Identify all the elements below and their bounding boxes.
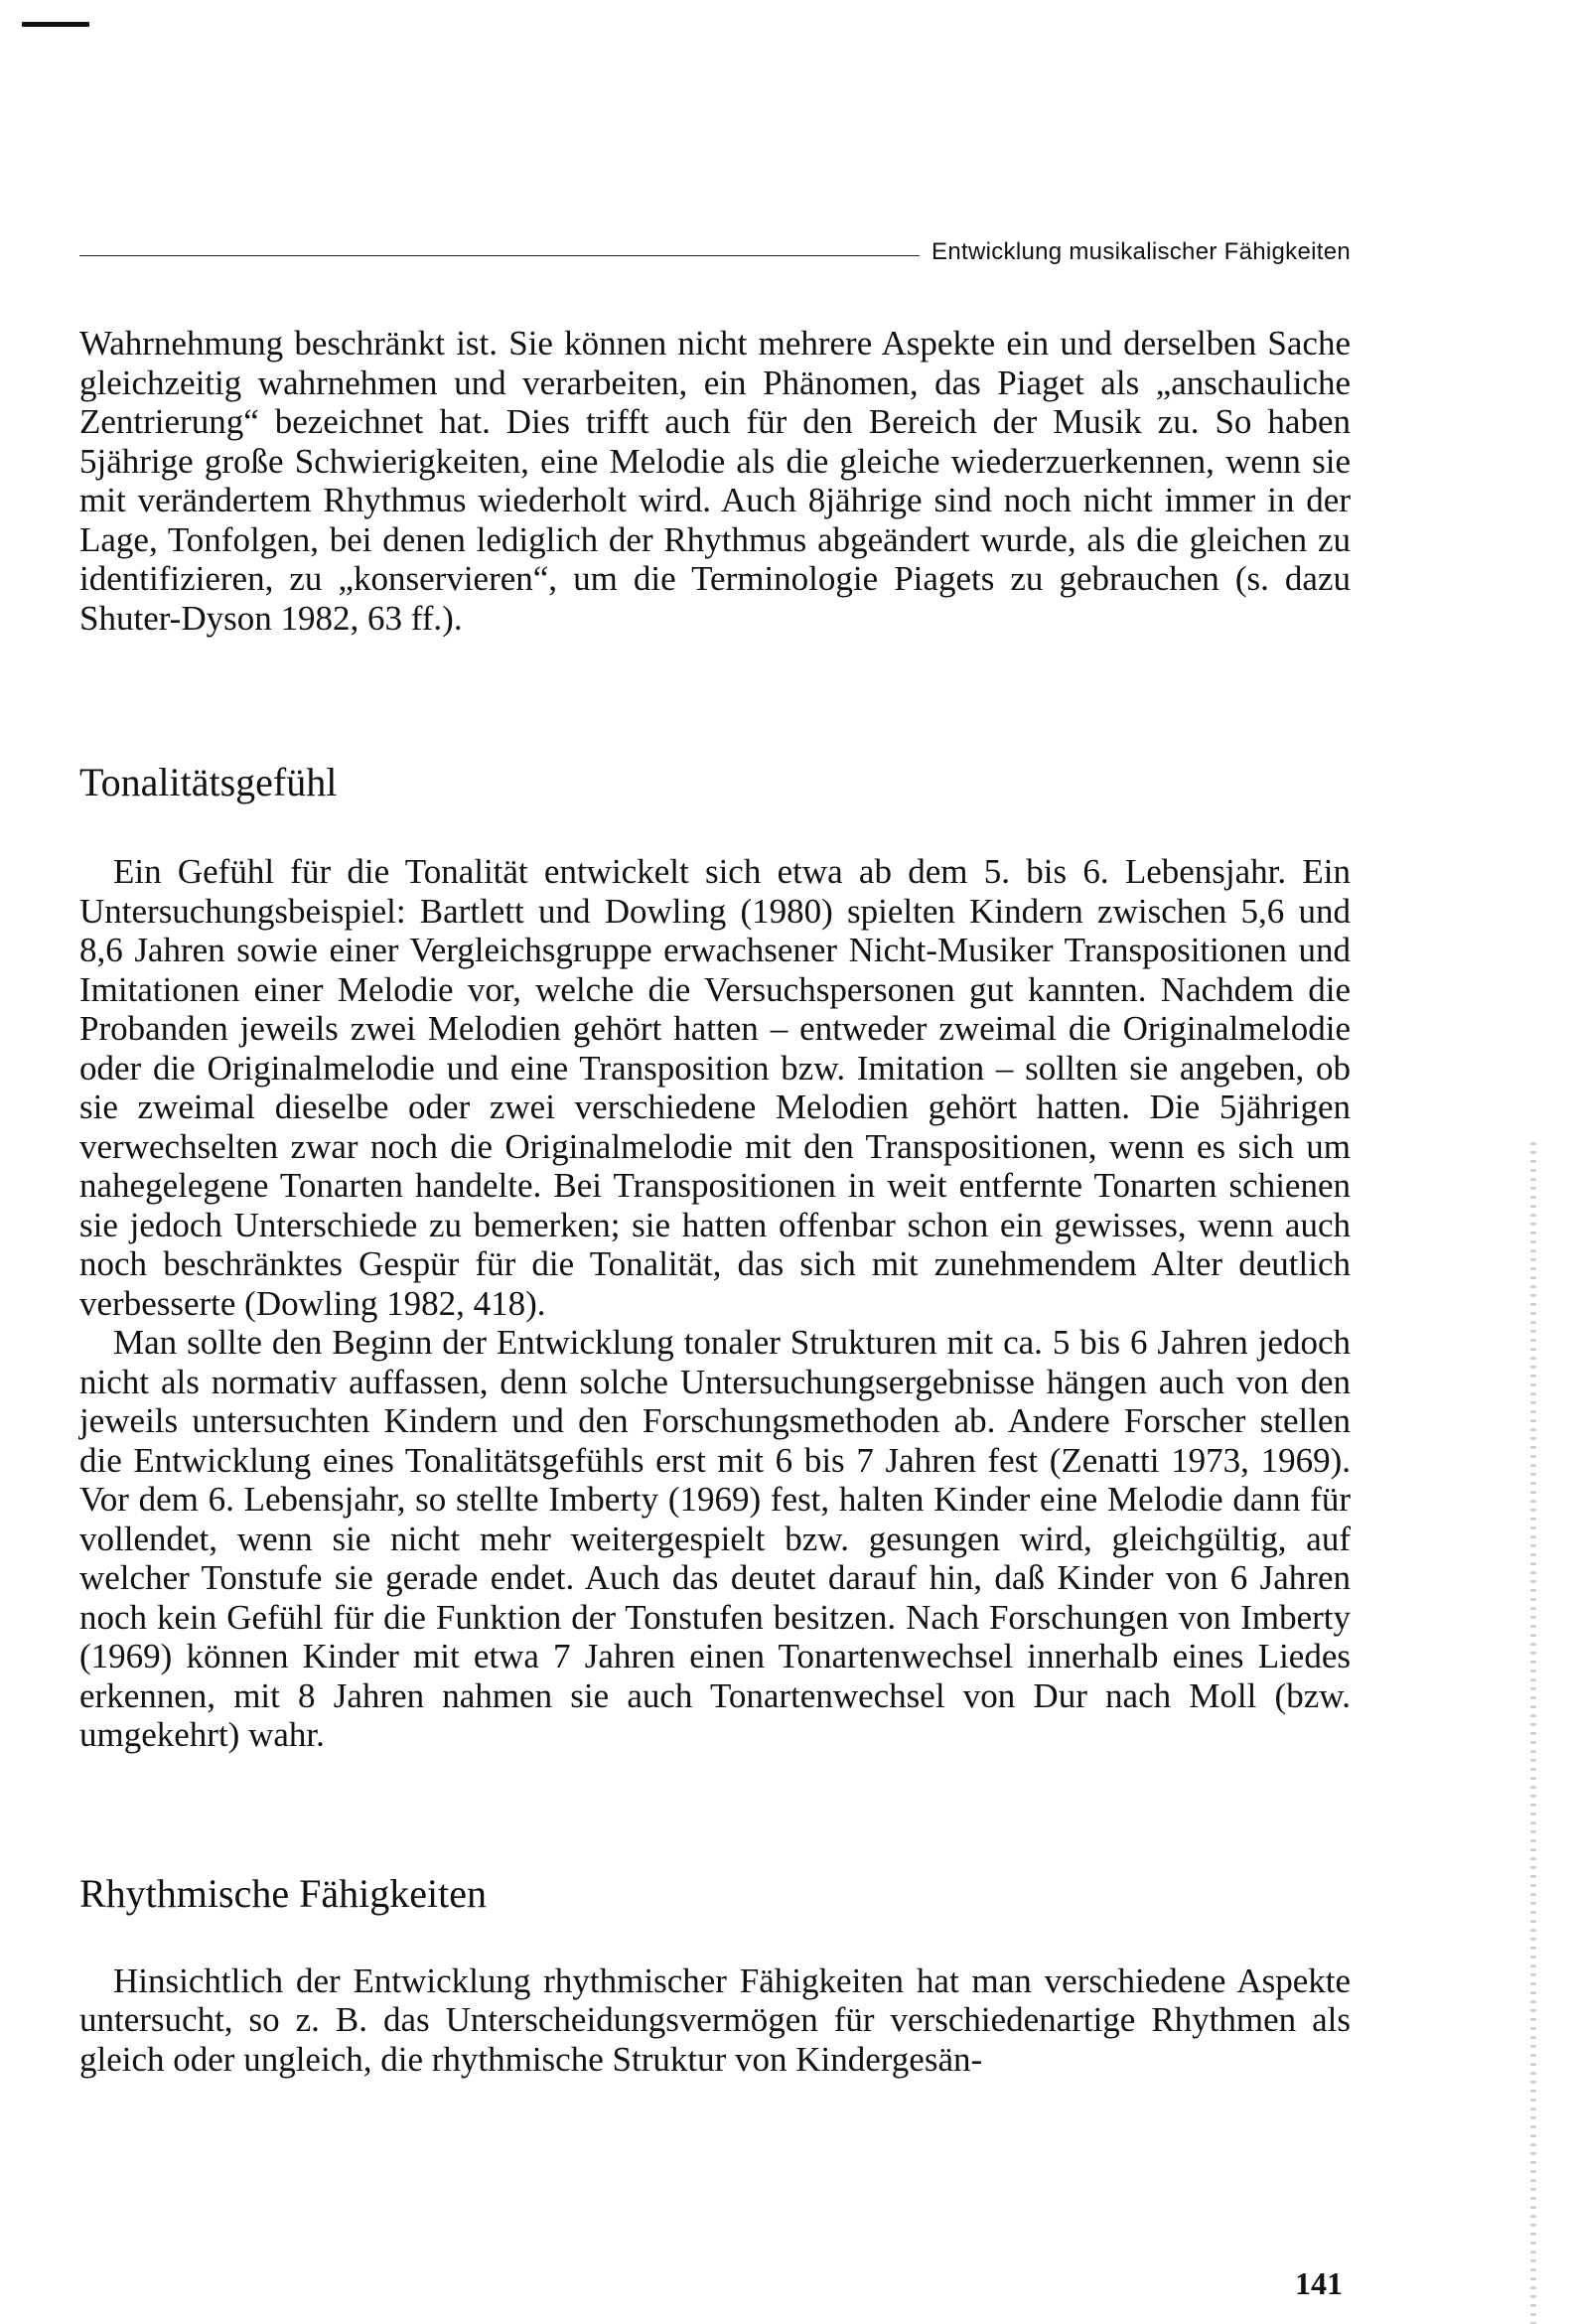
- page-number: 141: [1295, 2265, 1343, 2301]
- heading-tonalitaetsgefuehl: Tonalitätsgefühl: [79, 760, 338, 804]
- scan-edge-shadow: [1530, 1142, 1536, 2324]
- paragraph-tonal-1: Ein Gefühl für die Tonalität entwickelt sich etwa ab dem 5. bis 6. Lebensjahr. Ein Untersuchungsbeispiel: Bartlett und Dowling (1980) spielten Kindern zwischen 5,6 und 8,6 Jahren sowie einer Vergleichsgruppe erwachsener Nicht-Musiker Transpositionen und Imitationen einer Melodie vor, welche die Versuchspersonen gut kannten. Nachdem die Probanden jeweils zwei Melodien gehört hatten – entweder zweimal die Originalmelodie oder die Originalmelodie und eine Transposition bzw. Imitation – sollten sie angeben, ob sie zweimal dieselbe oder zwei verschiedene Melodien gehört hatten. Die 5jährigen verwechselten zwar noch die Originalmelodie mit den Transpositionen, wenn es sich um nahegelegene Tonarten handelte. Bei Transpositionen in weit entfernte Tonarten schienen sie jedoch Unterschiede zu bemerken; sie hatten offenbar schon ein gewisses, wenn auch noch beschränktes Gespür für die Tonalität, das sich mit zunehmendem Alter deutlich verbesserte (Dowling 1982, 418).: [79, 852, 1351, 1323]
- page-body: [79, 324, 1351, 2079]
- paragraph-intro: Wahrnehmung beschränkt ist. Sie können nicht mehrere Aspekte ein und derselben Sache gleichzeitig wahrnehmen und verarbeiten, ein Phänomen, das Piaget als „anschauliche Zentrierung“ bezeichnet hat. Dies trifft auch für den Bereich der Musik zu. So haben 5jährige große Schwierigkeiten, eine Melodie als die gleiche wiederzuerkennen, wenn sie mit verändertem Rhythmus wiederholt wird. Auch 8jährige sind noch nicht immer in der Lage, Tonfolgen, bei denen lediglich der Rhythmus abgeändert wurde, als die gleichen zu identifizieren, zu „konservieren“, um die Terminologie Piagets zu gebrauchen (s. dazu Shuter-Dyson 1982, 63 ff.).: [79, 324, 1351, 638]
- scan-corner-mark: [22, 22, 89, 27]
- running-title: Entwicklung musikalischer Fähigkeiten: [931, 238, 1351, 265]
- heading-rhythmische-faehigkeiten: Rhythmische Fähigkeiten: [79, 1870, 487, 1916]
- running-header: [79, 238, 1351, 266]
- paragraph-rhythm-1: Hinsichtlich der Entwicklung rhythmischer Fähigkeiten hat man verschiedene Aspekte untersucht, so z. B. das Unterscheidungsvermögen für verschiedenartige Rhythmen als gleich oder ungleich, die rhythmische Struktur von Kindergesän-: [79, 1961, 1351, 2079]
- paragraph-tonal-2: Man sollte den Beginn der Entwicklung tonaler Strukturen mit ca. 5 bis 6 Jahren jedoch nicht als normativ auffassen, denn solche Untersuchungsergebnisse hängen auch von den jeweils untersuchten Kindern und den Forschungsmethoden ab. Andere Forscher stellen die Entwicklung eines Tonalitätsgefühls erst mit 6 bis 7 Jahren fest (Zenatti 1973, 1969). Vor dem 6. Lebensjahr, so stellte Imberty (1969) fest, halten Kinder eine Melodie dann für vollendet, wenn sie nicht mehr weitergespielt bzw. gesungen wird, gleichgültig, auf welcher Tonstufe sie gerade endet. Auch das deutet darauf hin, daß Kinder von 6 Jahren noch kein Gefühl für die Funktion der Tonstufen besitzen. Nach Forschungen von Imberty (1969) können Kinder mit etwa 7 Jahren einen Tonartenwechsel innerhalb eines Liedes erkennen, mit 8 Jahren nahmen sie auch Tonartenwechsel von Dur nach Moll (bzw. umgekehrt) wahr.: [79, 1323, 1351, 1754]
- header-rule: [79, 255, 920, 256]
